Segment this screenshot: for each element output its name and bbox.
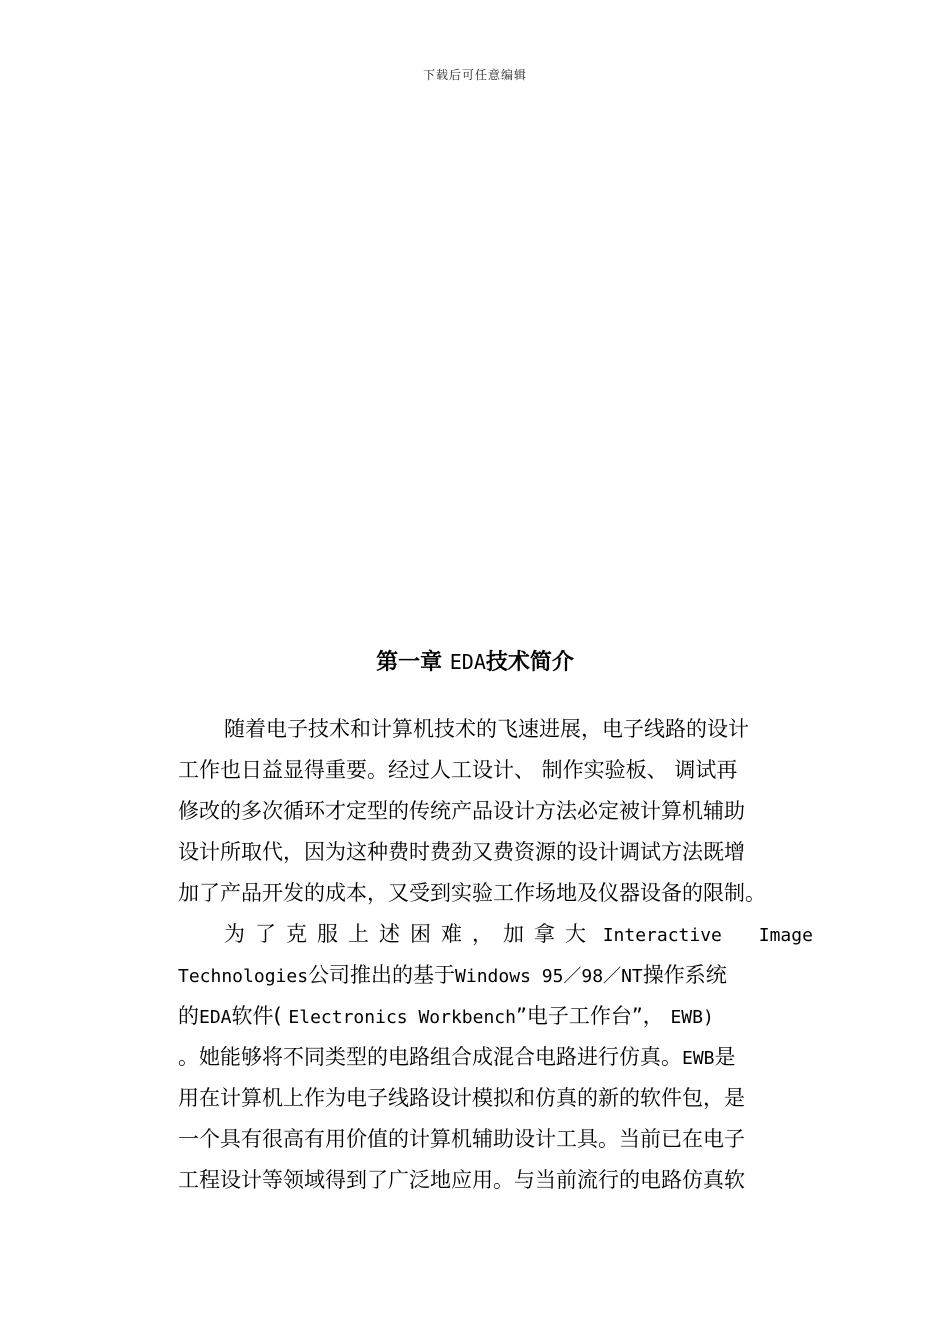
paragraph-line xyxy=(178,955,810,996)
text-run: 。她能够将不同类型的电路组合成混合电路进行仿真。 xyxy=(178,1045,682,1069)
text-run: EWB xyxy=(682,1048,715,1069)
paragraph-line: 工程设计等领域得到了广泛地应用。与当前流行的电路仿真软 xyxy=(178,1168,745,1192)
paragraph-line: 修改的多次循环才定型的传统产品设计方法必定被计算机辅助 xyxy=(178,799,745,823)
text-run: EWB) xyxy=(670,1007,714,1028)
text-run: 软件( xyxy=(231,1004,282,1028)
paragraph-line: 工作也日益显得重要。经过人工设计、 制作实验板、 调试再 xyxy=(178,758,738,782)
page-header: 下载后可任意编辑 xyxy=(422,68,527,82)
paragraph-line: 设计所取代，因为这种费时费劲又费资源的设计调试方法既增 xyxy=(178,840,745,864)
text-run: Windows 95／98／NT xyxy=(455,966,643,987)
text-run: 是 xyxy=(714,1045,736,1069)
paragraph-line xyxy=(178,914,813,955)
text-run: 操作系统 xyxy=(642,963,727,987)
paragraph-line: 用在计算机上作为电子线路设计模拟和仿真的新的软件包，是 xyxy=(178,1086,745,1110)
text-run: Electronics Workbench xyxy=(288,1007,516,1028)
text-run: EDA xyxy=(199,1007,232,1028)
chapter-title-prefix: 第一章 xyxy=(376,650,443,675)
body-text xyxy=(178,709,813,1201)
text-run: 为了克服上述困难，加拿大 xyxy=(224,922,596,946)
text-run: 的 xyxy=(178,1004,199,1028)
paragraph-line xyxy=(178,1037,810,1078)
text-run: ”电子工作台”， xyxy=(515,1004,664,1028)
text-run: Technologies xyxy=(178,966,309,987)
paragraph-line: 加了产品开发的成本，又受到实验工作场地及仪器设备的限制。 xyxy=(178,881,766,905)
paragraph-line xyxy=(178,996,810,1037)
text-run: Interactive Image xyxy=(602,925,813,946)
chapter-title-latin: EDA xyxy=(449,650,486,674)
text-run: 公司推出的基于 xyxy=(308,963,456,987)
chapter-title xyxy=(0,646,950,679)
paragraph-line: 一个具有很高有用价值的计算机辅助设计工具。当前已在电子 xyxy=(178,1127,745,1151)
paragraph-line: 随着电子技术和计算机技术的飞速进展，电子线路的设计 xyxy=(224,717,749,741)
chapter-title-suffix: 技术简介 xyxy=(485,650,574,675)
